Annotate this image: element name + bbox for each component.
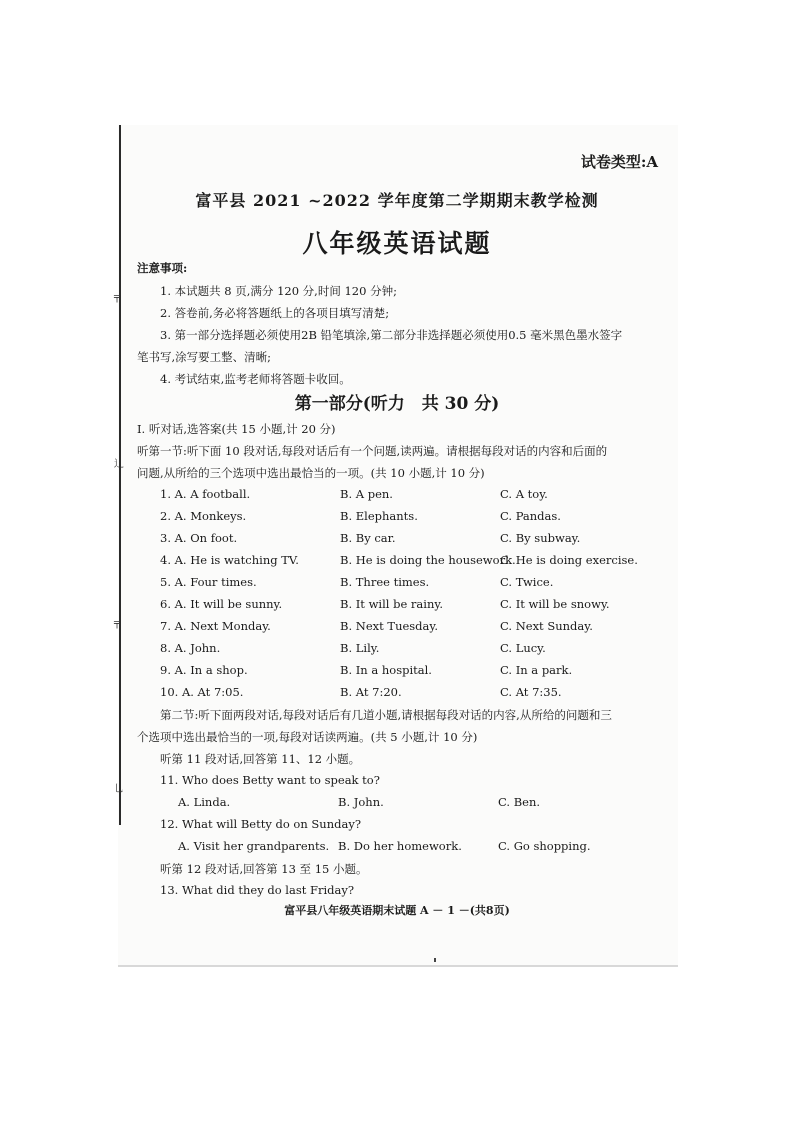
note-item: 2. 答卷前,务必将答题纸上的各项目填写清楚; xyxy=(160,306,390,320)
q12-option-c: C. Go shopping. xyxy=(498,839,591,853)
q5-option-b: B. Three times. xyxy=(340,575,430,589)
margin-mark: 辶 xyxy=(114,459,124,470)
q7-option-a: 7. A. Next Monday. xyxy=(160,619,271,633)
q4-option-c: C. He is doing exercise. xyxy=(500,553,638,567)
page-mark xyxy=(434,958,436,962)
q9-option-b: B. In a hospital. xyxy=(340,663,432,677)
section2-intro: 第二节:听下面两段对话,每段对话后有几道小题,请根据每段对话的内容,从所给的问题和三 xyxy=(160,708,612,722)
q3-option-b: B. By car. xyxy=(340,531,396,545)
q1-option-b: B. A pen. xyxy=(340,487,393,501)
dialog11-intro: 听第 11 段对话,回答第 11、12 小题。 xyxy=(160,752,361,766)
q4-option-a: 4. A. He is watching TV. xyxy=(160,553,299,567)
paper-type-label: 试卷类型:A xyxy=(580,153,658,171)
q6-option-c: C. It will be snowy. xyxy=(500,597,610,611)
q9-option-a: 9. A. In a shop. xyxy=(160,663,248,677)
q3-option-a: 3. A. On foot. xyxy=(160,531,238,545)
q11-stem: 11. Who does Betty want to speak to? xyxy=(160,773,380,787)
q7-option-b: B. Next Tuesday. xyxy=(340,619,439,633)
margin-mark: 乚 xyxy=(114,784,124,795)
q11-option-c: C. Ben. xyxy=(498,795,541,809)
q9-option-c: C. In a park. xyxy=(500,663,573,677)
section-heading: Ⅰ. 听对话,选答案(共 15 小题,计 20 分) xyxy=(137,422,336,436)
q8-option-c: C. Lucy. xyxy=(500,641,546,655)
q6-option-a: 6. A. It will be sunny. xyxy=(160,597,283,611)
q1-option-c: C. A toy. xyxy=(500,487,548,501)
dialog12-intro: 听第 12 段对话,回答第 13 至 15 小题。 xyxy=(160,862,368,876)
q6-option-b: B. It will be rainy. xyxy=(340,597,444,611)
margin-mark: ╤ xyxy=(114,292,121,303)
q12-option-b: B. Do her homework. xyxy=(338,839,462,853)
q7-option-c: C. Next Sunday. xyxy=(500,619,593,633)
q10-option-c: C. At 7:35. xyxy=(500,685,562,699)
q2-option-c: C. Pandas. xyxy=(500,509,561,523)
section1-intro: 问题,从所给的三个选项中选出最恰当的一项。(共 10 小题,计 10 分) xyxy=(137,466,485,480)
q11-option-a: A. Linda. xyxy=(178,795,231,809)
q5-option-a: 5. A. Four times. xyxy=(160,575,257,589)
q11-option-b: B. John. xyxy=(338,795,384,809)
note-item: 1. 本试题共 8 页,满分 120 分,时间 120 分钟; xyxy=(160,284,397,298)
q2-option-a: 2. A. Monkeys. xyxy=(160,509,247,523)
q10-option-b: B. At 7:20. xyxy=(340,685,402,699)
q10-option-a: 10. A. At 7:05. xyxy=(160,685,244,699)
notes-heading: 注意事项: xyxy=(137,261,188,275)
page-footer: 富平县八年级英语期末试题 A － 1 －(共8页) xyxy=(284,904,510,917)
q12-option-a: A. Visit her grandparents. xyxy=(178,839,330,853)
exam-title: 富平县 2021 ~2022 学年度第二学期期末教学检测 xyxy=(195,191,599,210)
q1-option-a: 1. A. A football. xyxy=(160,487,251,501)
note-item: 4. 考试结束,监考老师将答题卡收回。 xyxy=(160,372,351,386)
section1-intro: 听第一节:听下面 10 段对话,每段对话后有一个问题,读两遍。请根据每段对话的内容和后面的 xyxy=(137,444,608,458)
paper-bottom-edge xyxy=(118,965,678,967)
note-item: 笔书写,涂写要工整、清晰; xyxy=(137,350,272,364)
q8-option-b: B. Lily. xyxy=(340,641,380,655)
part1-title: 第一部分(听力 共 30 分) xyxy=(294,394,500,414)
q2-option-b: B. Elephants. xyxy=(340,509,418,523)
q13-stem: 13. What did they do last Friday? xyxy=(160,883,355,897)
q5-option-c: C. Twice. xyxy=(500,575,554,589)
margin-mark: ╤ xyxy=(114,618,121,629)
q8-option-a: 8. A. John. xyxy=(160,641,221,655)
q12-stem: 12. What will Betty do on Sunday? xyxy=(160,817,361,831)
section2-intro: 个选项中选出最恰当的一项,每段对话读两遍。(共 5 小题,计 10 分) xyxy=(137,730,478,744)
q3-option-c: C. By subway. xyxy=(500,531,581,545)
page-title: 八年级英语试题 xyxy=(302,229,492,258)
q4-option-b: B. He is doing the housework. xyxy=(340,553,516,567)
note-item: 3. 第一部分选择题必须使用2B 铅笔填涂,第二部分非选择题必须使用0.5 毫米黑色墨水签字 xyxy=(160,328,623,342)
